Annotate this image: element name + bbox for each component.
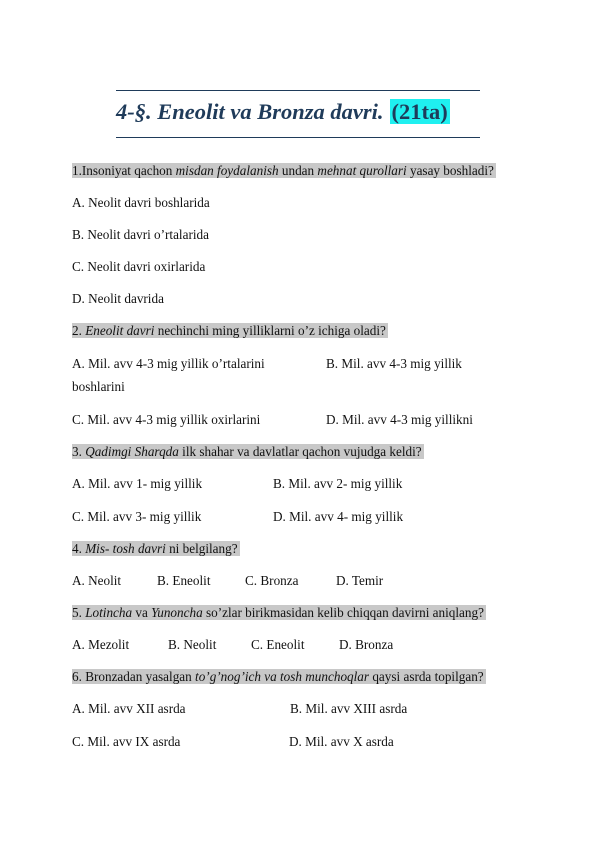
q3-option-c: C. Mil. avv 3- mig yillik — [72, 509, 202, 524]
q4-option-c: C. Bronza — [245, 573, 299, 588]
q1-option-a: A. Neolit davri boshlarida — [72, 195, 210, 210]
q4-option-d: D. Temir — [336, 573, 384, 588]
q2-option-c: C. Mil. avv 4-3 mig yillik oxirlarini — [72, 412, 261, 427]
q2-option-b: B. Mil. avv 4-3 mig yillik — [326, 356, 462, 371]
title-bottom-rule — [116, 137, 480, 138]
question-5: 5. Lotincha va Yunoncha so’zlar birikmasidan kelib chiqqan davirni aniqlang? — [72, 605, 484, 620]
q4-option-a: A. Neolit — [72, 573, 122, 588]
page-title — [116, 99, 450, 125]
q2-option-b-continued: boshlarini — [72, 379, 125, 394]
q1-option-d: D. Neolit davrida — [72, 291, 164, 306]
q5-option-c: C. Eneolit — [251, 637, 305, 652]
q2-option-a: A. Mil. avv 4-3 mig yillik o’rtalarini — [72, 356, 265, 371]
title-top-rule — [116, 90, 480, 91]
q2-option-d: D. Mil. avv 4-3 mig yillikni — [326, 412, 473, 427]
q3-option-d: D. Mil. avv 4- mig yillik — [273, 509, 404, 524]
q6-option-d: D. Mil. avv X asrda — [289, 734, 394, 749]
question-4: 4. Mis- tosh davri ni belgilang? — [72, 541, 238, 556]
q3-option-a: A. Mil. avv 1- mig yillik — [72, 476, 203, 491]
q3-option-b: B. Mil. avv 2- mig yillik — [273, 476, 403, 491]
q6-option-c: C. Mil. avv IX asrda — [72, 734, 181, 749]
question-2: 2. Eneolit davri nechinchi ming yilliklarni o’z ichiga oladi? — [72, 323, 386, 338]
q6-option-b: B. Mil. avv XIII asrda — [290, 701, 408, 716]
question-6: 6. Bronzadan yasalgan to’g’nog’ich va tosh munchoqlar qaysi asrda topilgan? — [72, 669, 484, 684]
question-3: 3. Qadimgi Sharqda ilk shahar va davlatlar qachon vujudga keldi? — [72, 444, 422, 459]
title-text: 4-§. Eneolit va Bronza davri. — [116, 99, 384, 124]
q5-option-b: B. Neolit — [168, 637, 217, 652]
q5-option-d: D. Bronza — [339, 637, 394, 652]
q1-option-c: C. Neolit davri oxirlarida — [72, 259, 206, 274]
q4-option-b: B. Eneolit — [157, 573, 211, 588]
q5-option-a: A. Mezolit — [72, 637, 130, 652]
question-1: 1.Insoniyat qachon misdan foydalanish undan mehnat qurollari yasay boshladi? — [72, 163, 494, 178]
q1-option-b: B. Neolit davri o’rtalarida — [72, 227, 209, 242]
question-count-badge: (21ta) — [391, 99, 448, 124]
q6-option-a: A. Mil. avv XII asrda — [72, 701, 186, 716]
